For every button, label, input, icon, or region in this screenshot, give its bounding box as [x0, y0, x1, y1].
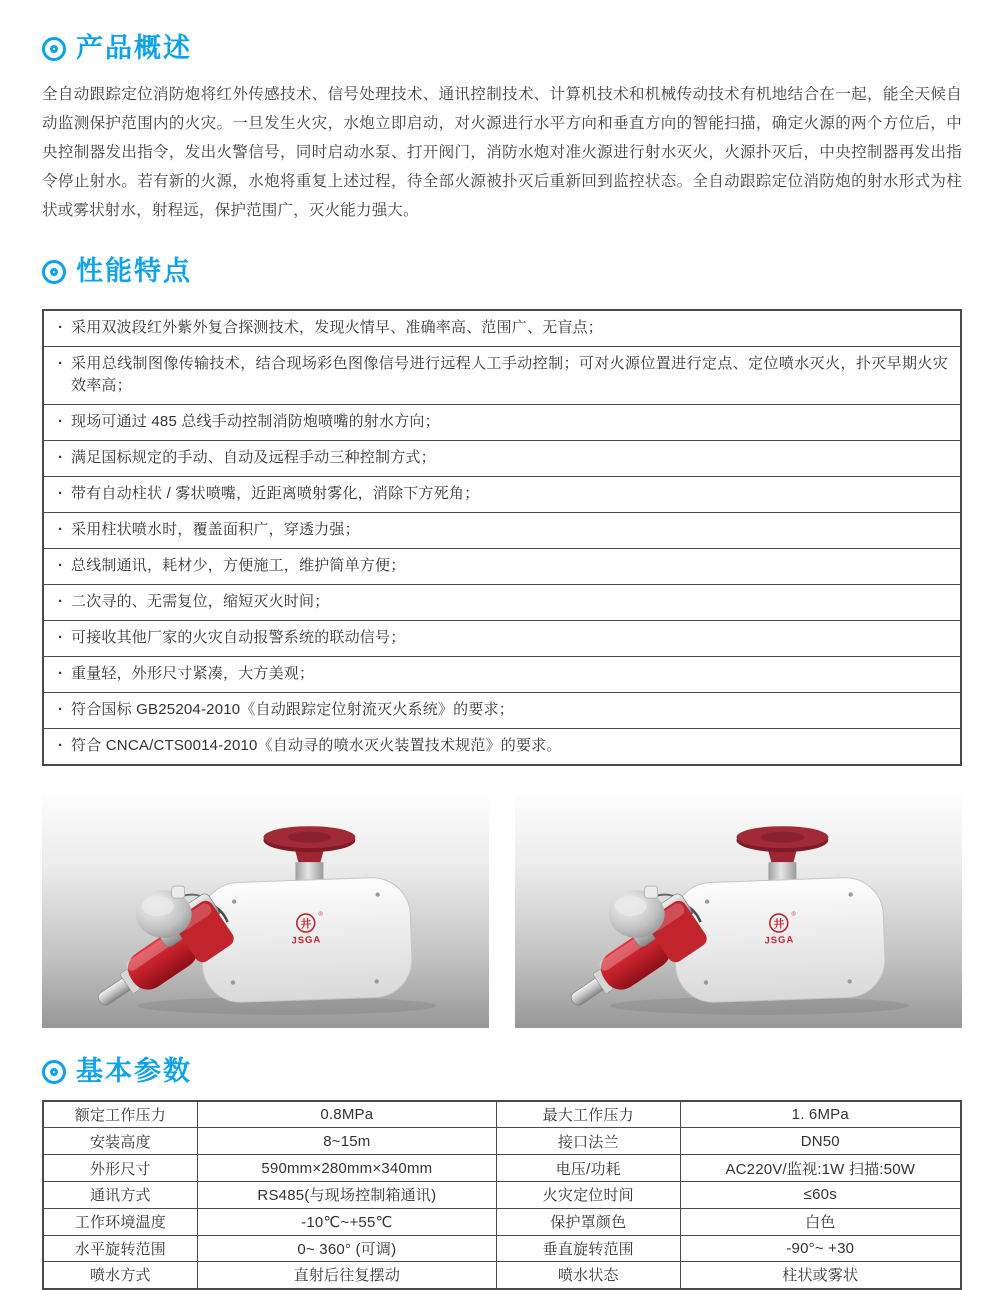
dome-cap — [645, 886, 658, 898]
feature-item — [44, 692, 960, 728]
parameters-table — [42, 1100, 962, 1290]
param-label: 接口法兰 — [496, 1128, 680, 1155]
feature-item — [44, 584, 960, 620]
registered-mark: ® — [318, 911, 323, 918]
param-value: 白色 — [680, 1208, 961, 1235]
feature-item — [44, 512, 960, 548]
param-label: 最大工作压力 — [496, 1101, 680, 1128]
feature-text: 采用柱状喷水时，覆盖面积广，穿透力强； — [71, 521, 360, 539]
feature-text: 可接收其他厂家的火灾自动报警系统的联动信号； — [71, 629, 406, 647]
bullet-dot: · — [58, 355, 63, 373]
param-row — [43, 1262, 961, 1289]
param-value: 590mm×280mm×340mm — [197, 1155, 496, 1182]
param-value: AC220V/监视:1W 扫描:50W — [680, 1155, 961, 1182]
bullet-dot: · — [58, 319, 63, 337]
dome-cap — [172, 886, 185, 898]
mounting-flange — [264, 827, 356, 867]
features-title: 性能特点 — [76, 255, 192, 286]
feature-item — [44, 404, 960, 440]
double-circle-icon-inner — [50, 45, 58, 53]
bullet-dot: · — [58, 485, 63, 503]
section-heading-params — [42, 1057, 962, 1087]
param-label: 外形尺寸 — [43, 1155, 197, 1182]
section-heading-overview — [42, 34, 962, 64]
feature-text: 带有自动柱状 / 雾状喷嘴，近距离喷射雾化，消除下方死角； — [71, 485, 480, 503]
feature-text: 总线制通讯，耗材少，方便施工，维护简单方便； — [71, 557, 406, 575]
param-value: RS485(与现场控制箱通讯) — [197, 1181, 496, 1208]
param-row — [43, 1128, 961, 1155]
double-circle-icon-inner — [50, 1068, 58, 1076]
param-value: 0.8MPa — [197, 1101, 496, 1128]
bullet-dot: · — [58, 665, 63, 683]
double-circle-icon — [42, 37, 66, 61]
param-label: 保护罩颜色 — [496, 1208, 680, 1235]
feature-item — [44, 548, 960, 584]
bullet-dot: · — [58, 413, 63, 431]
bullet-dot: · — [58, 593, 63, 611]
param-label: 水平旋转范围 — [43, 1235, 197, 1262]
product-photo-right — [515, 796, 962, 1028]
param-value: 8~15m — [197, 1128, 496, 1155]
brand-text: JSGA — [764, 934, 795, 947]
feature-item — [44, 620, 960, 656]
mounting-flange — [737, 827, 829, 867]
param-row — [43, 1181, 961, 1208]
param-label: 火灾定位时间 — [496, 1181, 680, 1208]
feature-text: 二次寻的、无需复位，缩短灭火时间； — [71, 593, 330, 611]
feature-item — [44, 311, 960, 346]
feature-text: 满足国标规定的手动、自动及远程手动三种控制方式； — [71, 449, 436, 467]
param-value: ≤60s — [680, 1181, 961, 1208]
feature-text: 采用总线制图像传输技术，结合现场彩色图像信号进行远程人工手动控制；可对火源位置进行定点、定位喷水灭火，扑灭早期火灾效率高； — [71, 355, 948, 395]
bullet-dot: · — [58, 737, 63, 755]
param-value: 0~ 360° (可调) — [197, 1235, 496, 1262]
bullet-dot: · — [58, 557, 63, 575]
bullet-dot: · — [58, 701, 63, 719]
param-value: 柱状或雾状 — [680, 1262, 961, 1289]
double-circle-icon — [42, 1060, 66, 1084]
product-gallery — [42, 796, 962, 1028]
param-label: 额定工作压力 — [43, 1101, 197, 1128]
logo-glyph: 井 — [300, 918, 312, 932]
feature-text: 符合 CNCA/CTS0014-2010《自动寻的喷水灭火装置技术规范》的要求。 — [71, 737, 562, 755]
feature-text: 重量轻，外形尺寸紧凑，大方美观； — [71, 665, 315, 683]
fire-cannon-illustration — [42, 796, 489, 1028]
overview-paragraph: 全自动跟踪定位消防炮将红外传感技术、信号处理技术、通讯控制技术、计算机技术和机械传动技术有机地结合在一起，能全天候自动监测保护范围内的火灾。一旦发生火灾，水炮立即启动，对火源进行水平方向和垂直方向的智能扫描，确定火源的两个方位后，中央控制器发出指令，发出火警信号，同时启动水泵、打开阀门，消防水炮对准火源进行射水灭火，火源扑灭后，中央控制器再发出指令停止射水。若有新的火源，水炮将重复上述过程，待全部火源被扑灭后重新回到监控状态。全自动跟踪定位消防炮的射水形式为柱状或雾状射水，射程远，保护范围广，灭火能力强大。 — [42, 85, 962, 219]
double-circle-icon — [42, 260, 66, 284]
param-value: -90°~ +30 — [680, 1235, 961, 1262]
double-circle-icon-inner — [50, 268, 58, 276]
param-row — [43, 1208, 961, 1235]
logo-glyph: 井 — [773, 918, 785, 932]
product-photo-left — [42, 796, 489, 1028]
param-row — [43, 1101, 961, 1128]
feature-text: 符合国标 GB25204-2010《自动跟踪定位射流灭火系统》的要求； — [71, 701, 514, 719]
param-label: 工作环境温度 — [43, 1208, 197, 1235]
feature-text: 采用双波段红外紫外复合探测技术，发现火情早、准确率高、范围广、无盲点； — [71, 319, 604, 337]
param-value: 1. 6MPa — [680, 1101, 961, 1128]
param-label: 喷水状态 — [496, 1262, 680, 1289]
feature-item — [44, 476, 960, 512]
param-value: -10℃~+55℃ — [197, 1208, 496, 1235]
param-value: 直射后往复摆动 — [197, 1262, 496, 1289]
feature-item — [44, 440, 960, 476]
param-row — [43, 1155, 961, 1182]
params-title: 基本参数 — [76, 1056, 192, 1087]
bullet-dot: · — [58, 521, 63, 539]
brand-text: JSGA — [291, 934, 322, 947]
bullet-dot: · — [58, 629, 63, 647]
param-label: 垂直旋转范围 — [496, 1235, 680, 1262]
param-value: DN50 — [680, 1128, 961, 1155]
feature-item — [44, 346, 960, 404]
feature-text: 现场可通过 485 总线手动控制消防炮喷嘴的射水方向； — [71, 413, 440, 431]
feature-item — [44, 656, 960, 692]
param-label: 安装高度 — [43, 1128, 197, 1155]
registered-mark: ® — [791, 911, 796, 918]
feature-table — [42, 309, 962, 766]
bullet-dot: · — [58, 449, 63, 467]
overview-title: 产品概述 — [76, 33, 192, 63]
fire-cannon-illustration — [515, 796, 962, 1028]
feature-item — [44, 728, 960, 764]
param-row — [43, 1235, 961, 1262]
param-label: 通讯方式 — [43, 1181, 197, 1208]
param-label: 喷水方式 — [43, 1262, 197, 1289]
param-label: 电压/功耗 — [496, 1155, 680, 1182]
section-heading-features — [42, 257, 962, 287]
